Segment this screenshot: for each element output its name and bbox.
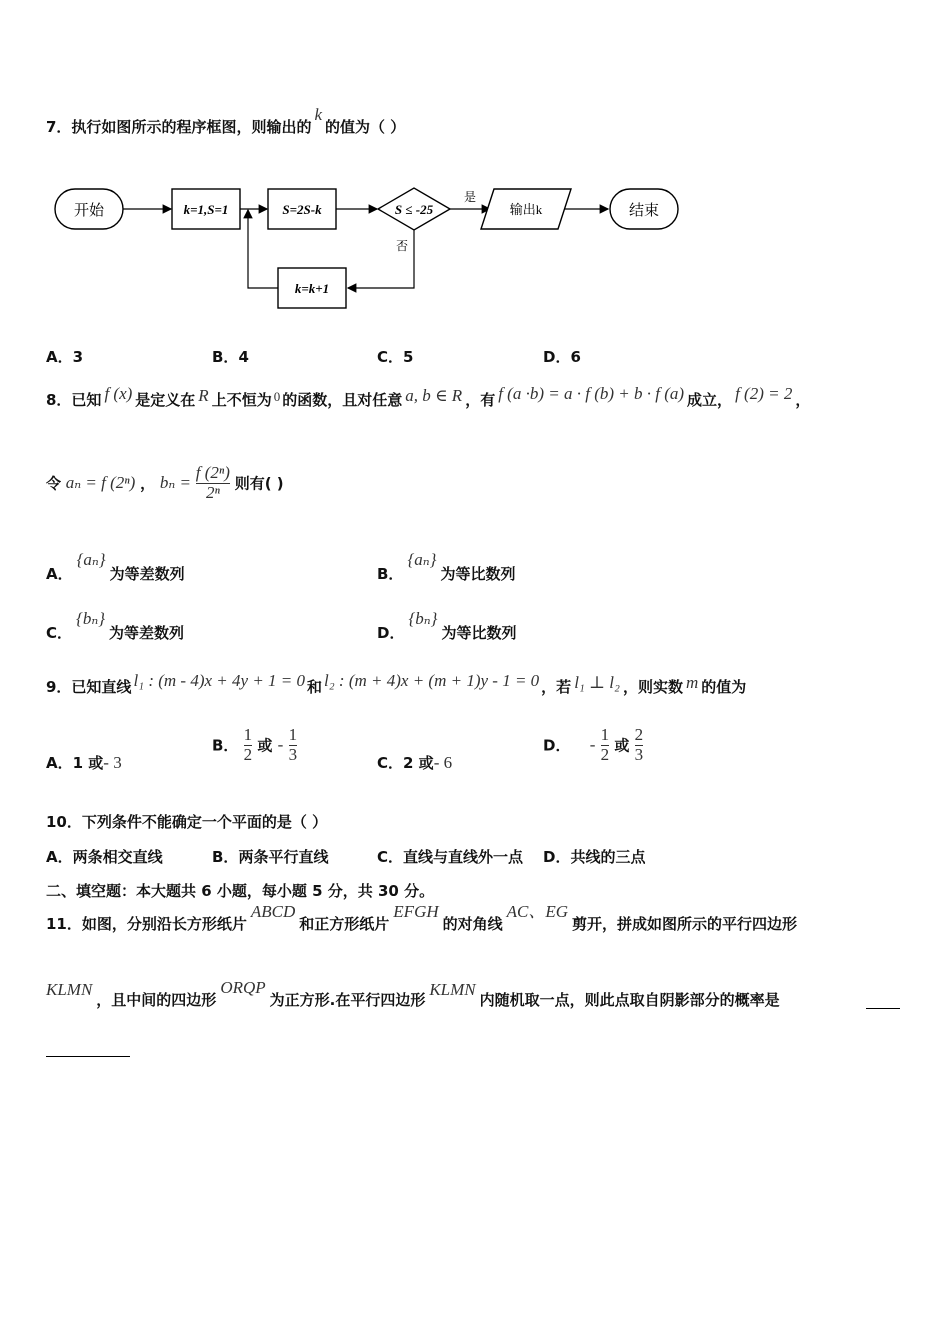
- q11-stem-line1: [46, 902, 798, 942]
- q9-option-b-neg: -: [277, 735, 284, 755]
- q10-option-b-text: 两条平行直线: [238, 848, 329, 866]
- q9-option-b-frac1: [244, 726, 253, 764]
- q11-efgh: EFGH: [393, 902, 439, 921]
- q10-option-a[interactable]: [46, 846, 163, 867]
- q8-comma2: ，: [140, 474, 156, 493]
- q7-option-a[interactable]: [46, 346, 83, 367]
- q11-t3: 剪开，拼成如图所示的平行四边形: [572, 915, 798, 933]
- q8-t2: 上不恒为: [211, 391, 272, 409]
- q7-prefix: 7．执行如图所示的程序框图，则输出的: [46, 118, 312, 136]
- q7-option-c-text: 5: [403, 348, 414, 366]
- q7-option-b-text: 4: [238, 348, 249, 366]
- q8-bn-den: 2ⁿ: [205, 482, 220, 502]
- q9-option-d-neg: -: [589, 735, 596, 755]
- q7-var: k: [314, 105, 322, 124]
- q7-option-b-letter: B．: [212, 348, 239, 366]
- q11-t2: 的对角线: [442, 915, 503, 933]
- q11-klmn: KLMN: [46, 980, 93, 999]
- section2-heading: 二、填空题：本大题共 6 小题，每小题 5 分，共 30 分。: [46, 882, 435, 900]
- q8-bn-lhs: bₙ =: [159, 473, 192, 493]
- q10-option-c-letter: C．: [377, 848, 404, 866]
- q8-t4: ，有: [465, 391, 496, 409]
- q9-option-d-d1: 2: [600, 744, 610, 764]
- q9-l2: l₂ : (m + 4)x + (m + 1)y - 1 = 0: [324, 671, 540, 690]
- q8-f2: f (2) = 2: [735, 384, 793, 403]
- q11-orqp: ORQP: [220, 978, 266, 997]
- q7-option-b[interactable]: [212, 346, 249, 367]
- q11-t4: ，且中间的四边形: [96, 991, 217, 1009]
- q9-option-b-n1: 1: [243, 725, 253, 744]
- q7-option-d-letter: D．: [543, 348, 571, 366]
- q7-stem: [46, 105, 406, 137]
- q9-option-c-letter: C．: [377, 754, 404, 772]
- q7-option-d[interactable]: [543, 346, 581, 367]
- q9-option-b-frac2: [289, 726, 298, 764]
- q10-option-c-text: 直线与直线外一点: [403, 848, 524, 866]
- flow-no-label: 否: [395, 239, 409, 253]
- q7-option-c[interactable]: [377, 346, 413, 367]
- q8-t1: 是定义在: [135, 391, 196, 409]
- q7-flowchart: [50, 180, 690, 315]
- q8-option-b-letter: B．: [377, 565, 404, 583]
- q9-stem: [46, 672, 746, 702]
- q11-t6: 内随机取一点，则此点取自阴影部分的概率是: [479, 991, 780, 1009]
- q9-option-b-d2: 3: [288, 744, 298, 764]
- q10-option-a-letter: A．: [46, 848, 73, 866]
- q9-option-a-letter: A．: [46, 754, 73, 772]
- q10-option-d[interactable]: [543, 846, 645, 867]
- q10-option-d-text: 共线的三点: [570, 848, 646, 866]
- q9-option-d-n2: 2: [634, 725, 644, 744]
- q10-option-a-text: 两条相交直线: [72, 848, 163, 866]
- q9-option-d[interactable]: [543, 726, 643, 764]
- q8-option-a-text: 为等差数列: [109, 565, 185, 583]
- q9-he: 和: [307, 678, 323, 696]
- q9-option-d-d2: 3: [634, 744, 644, 764]
- flow-init-label: k=1,S=1: [183, 202, 229, 217]
- q9-option-b[interactable]: [212, 726, 297, 764]
- flow-output-label: 输出k: [509, 202, 543, 217]
- q8-eq: f (a ·b) = a · f (b) + b · f (a): [498, 384, 685, 403]
- flow-end-label: 结束: [628, 203, 660, 219]
- q11-diag: AC、EG: [506, 902, 569, 921]
- q9-option-d-frac1: [601, 726, 610, 764]
- q8-bn-num: f (2ⁿ): [195, 463, 230, 482]
- flow-yes-label: 是: [463, 190, 477, 204]
- q9-option-d-or: 或: [614, 736, 630, 755]
- q8-option-b-text: 为等比数列: [440, 565, 516, 583]
- q9-option-a-val: - 3: [103, 753, 122, 772]
- q10-option-b[interactable]: [212, 846, 328, 867]
- q9-option-c-text: 2 或: [403, 754, 434, 772]
- q8-comma: ，: [795, 391, 811, 409]
- q9-m: m: [685, 673, 699, 692]
- q8-stem-line1: [46, 384, 810, 417]
- q8-num: 8．已知: [46, 391, 102, 409]
- flow-start-label: 开始: [73, 203, 105, 219]
- q10-option-c[interactable]: [377, 846, 523, 867]
- q8-option-c-text: 为等差数列: [109, 624, 185, 642]
- flow-update-label: S=2S-k: [282, 202, 322, 217]
- q9-option-d-frac2: [635, 726, 644, 764]
- q8-fx: f (x): [104, 384, 133, 403]
- q10-option-d-letter: D．: [543, 848, 571, 866]
- q8-option-c-letter: C．: [46, 624, 73, 642]
- q9-option-b-letter: B．: [212, 736, 239, 755]
- q9-option-d-letter: D．: [543, 736, 571, 755]
- q11-num: 11．如图，分别沿长方形纸片: [46, 915, 247, 933]
- q8-option-c[interactable]: [46, 608, 185, 642]
- q8-an-def: aₙ = f (2ⁿ): [65, 473, 136, 493]
- q8-option-d[interactable]: [377, 608, 517, 642]
- q9-option-b-n2: 1: [288, 725, 298, 744]
- q11-blank-line1[interactable]: [866, 1008, 900, 1009]
- q8-option-d-letter: D．: [377, 624, 405, 642]
- q7-suffix: 的值为（ ）: [325, 118, 406, 136]
- q9-option-c-val: - 6: [433, 753, 453, 772]
- flow-increment-label: k=k+1: [294, 281, 330, 296]
- q8-bn-fraction: [196, 464, 230, 502]
- q11-abcd: ABCD: [250, 902, 296, 921]
- q7-option-a-text: 3: [72, 348, 84, 366]
- q8-t5: 成立，: [687, 391, 733, 409]
- q11-t5: 为正方形.在平行四边形: [269, 991, 426, 1009]
- q9-num: 9．已知直线: [46, 678, 132, 696]
- q8-option-a-letter: A．: [46, 565, 73, 583]
- q8-stem-line2: [46, 464, 284, 502]
- q8-option-c-seq: {bₙ}: [76, 609, 106, 628]
- q11-stem-line2: [46, 978, 780, 1018]
- q8-option-a-seq: {aₙ}: [76, 550, 106, 569]
- q9-t: ，则实数: [622, 678, 683, 696]
- q8-ling: 令: [46, 474, 62, 493]
- q8-R: R: [198, 386, 209, 405]
- q10-option-b-letter: B．: [212, 848, 239, 866]
- q7-option-d-text: 6: [570, 348, 581, 366]
- q8-option-b[interactable]: [377, 549, 516, 583]
- q9-option-b-or: 或: [257, 736, 273, 755]
- q9-option-a-text: 1 或: [72, 754, 104, 772]
- q8-option-b-seq: {aₙ}: [407, 550, 437, 569]
- q10-stem: 10．下列条件不能确定一个平面的是（ ）: [46, 813, 328, 831]
- q9-ruo: ，若: [541, 678, 572, 696]
- q8-option-d-text: 为等比数列: [441, 624, 517, 642]
- q11-t1: 和正方形纸片: [299, 915, 390, 933]
- q8-t3: 的函数，且对任意: [282, 391, 403, 409]
- q8-zero: 0: [273, 389, 281, 404]
- q9-option-d-n1: 1: [600, 725, 610, 744]
- q8-option-d-seq: {bₙ}: [408, 609, 438, 628]
- q7-option-a-letter: A．: [46, 348, 73, 366]
- q9-l1: l₁ : (m - 4)x + 4y + 1 = 0: [133, 671, 306, 690]
- q11-klmn2: KLMN: [429, 980, 476, 999]
- q9-perp: l₁ ⊥ l₂: [574, 673, 620, 692]
- q9-option-a[interactable]: [46, 752, 122, 773]
- q9-option-b-d1: 2: [243, 744, 253, 764]
- q8-option-a[interactable]: [46, 549, 185, 583]
- q9-end: 的值为: [701, 678, 747, 696]
- flow-decision-label: S ≤ -25: [394, 202, 434, 217]
- q11-blank-line2[interactable]: [46, 1056, 130, 1057]
- q7-option-c-letter: C．: [377, 348, 404, 366]
- q8-line2-end: 则有( ): [234, 474, 284, 493]
- q9-option-c[interactable]: [377, 752, 452, 773]
- q8-ab: a, b ∈ R: [405, 386, 463, 405]
